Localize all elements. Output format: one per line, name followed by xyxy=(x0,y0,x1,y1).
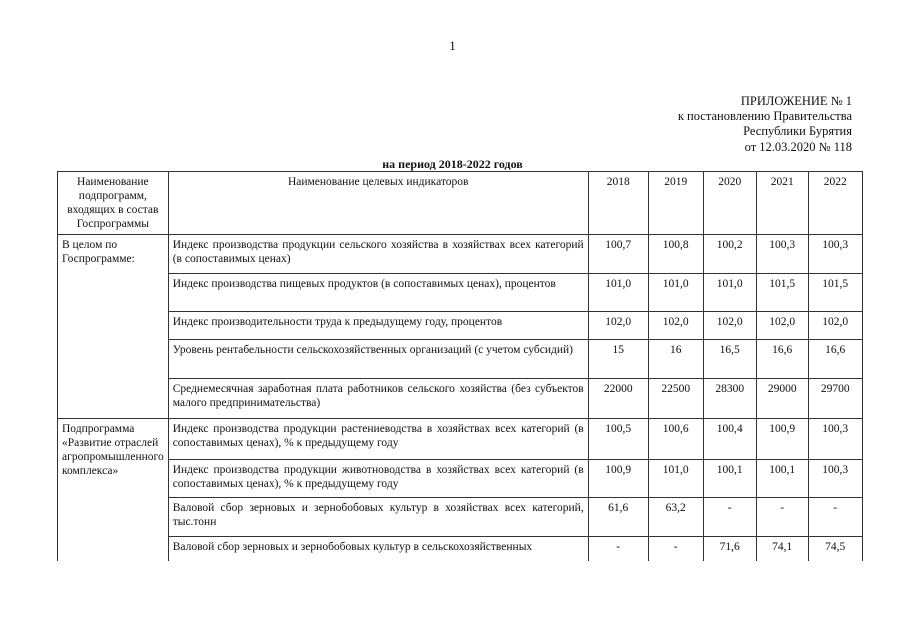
table-row xyxy=(58,312,863,340)
value-2022: 29700 xyxy=(808,379,862,419)
table-row xyxy=(58,340,863,379)
value-2018: 15 xyxy=(588,340,648,379)
table-row xyxy=(58,379,863,419)
value-2022: 74,5 xyxy=(808,537,862,561)
value-2021: 101,5 xyxy=(756,274,808,312)
value-2019: 100,8 xyxy=(648,235,703,274)
appendix-line-date: от 12.03.2020 № 118 xyxy=(744,139,852,154)
value-2019: 102,0 xyxy=(648,312,703,340)
value-2019: - xyxy=(648,537,703,561)
header-year-2020: 2020 xyxy=(703,172,756,235)
value-2020: 100,4 xyxy=(703,419,756,460)
value-2020: 101,0 xyxy=(703,274,756,312)
header-year-2019: 2019 xyxy=(648,172,703,235)
indicator-name: Индекс производства пищевых продуктов (в сопоставимых ценах), процентов xyxy=(168,274,588,312)
table-row xyxy=(58,460,863,498)
indicator-name: Валовой сбор зерновых и зернобобовых культур в хозяйствах всех категорий, тыс.тонн xyxy=(168,498,588,537)
header-year-2022: 2022 xyxy=(808,172,862,235)
indicators-table xyxy=(57,171,863,561)
header-year-2018: 2018 xyxy=(588,172,648,235)
value-2018: 100,5 xyxy=(588,419,648,460)
appendix-title: ПРИЛОЖЕНИЕ № 1 xyxy=(740,94,852,108)
header-indicator: Наименование целевых индикаторов xyxy=(168,172,588,235)
value-2020: 16,5 xyxy=(703,340,756,379)
value-2020: 100,1 xyxy=(703,460,756,498)
value-2018: 100,7 xyxy=(588,235,648,274)
table-row xyxy=(58,419,863,460)
value-2021: 100,3 xyxy=(756,235,808,274)
value-2019: 101,0 xyxy=(648,274,703,312)
table-row xyxy=(58,235,863,274)
group-name-state-program: В целом по Госпрограмме: xyxy=(58,235,169,419)
value-2021: 102,0 xyxy=(756,312,808,340)
value-2021: 100,1 xyxy=(756,460,808,498)
value-2022: 102,0 xyxy=(808,312,862,340)
appendix-header xyxy=(678,94,852,155)
indicator-name: Индекс производительности труда к предыдущему году, процентов xyxy=(168,312,588,340)
indicator-name: Уровень рентабельности сельскохозяйственных организаций (с учетом субсидий) xyxy=(168,340,588,379)
value-2019: 100,6 xyxy=(648,419,703,460)
indicator-name: Индекс производства продукции животноводства в хозяйствах всех категорий (в сопоставимых ценах), % к предыдущему году xyxy=(168,460,588,498)
table-row xyxy=(58,537,863,561)
value-2021: - xyxy=(756,498,808,537)
value-2020: 102,0 xyxy=(703,312,756,340)
value-2022: - xyxy=(808,498,862,537)
value-2019: 22500 xyxy=(648,379,703,419)
value-2021: 100,9 xyxy=(756,419,808,460)
value-2021: 74,1 xyxy=(756,537,808,561)
header-year-2021: 2021 xyxy=(756,172,808,235)
appendix-line-republic: Республики Бурятия xyxy=(743,124,852,139)
value-2021: 29000 xyxy=(756,379,808,419)
value-2020: 71,6 xyxy=(703,537,756,561)
value-2020: 100,2 xyxy=(703,235,756,274)
value-2022: 101,5 xyxy=(808,274,862,312)
appendix-line-decree: к постановлению Правительства xyxy=(677,109,852,124)
value-2020: - xyxy=(703,498,756,537)
value-2022: 100,3 xyxy=(808,235,862,274)
value-2019: 16 xyxy=(648,340,703,379)
indicator-name: Индекс производства продукции сельского хозяйства в хозяйствах всех категорий (в сопоставимых ценах) xyxy=(168,235,588,274)
value-2022: 100,3 xyxy=(808,419,862,460)
value-2018: 61,6 xyxy=(588,498,648,537)
group-name-subprogram: Подпрограмма «Развитие отраслей агропромышленного комплекса» xyxy=(58,419,169,561)
value-2022: 16,6 xyxy=(808,340,862,379)
value-2018: - xyxy=(588,537,648,561)
indicator-name: Индекс производства продукции растениеводства в хозяйствах всех категорий (в сопоставимых ценах), % к предыдущему году xyxy=(168,419,588,460)
value-2018: 102,0 xyxy=(588,312,648,340)
page-number: 1 xyxy=(449,38,456,53)
value-2021: 16,6 xyxy=(756,340,808,379)
indicator-name: Валовой сбор зерновых и зернобобовых культур в сельскохозяйственных xyxy=(168,537,588,561)
table-row xyxy=(58,498,863,537)
indicator-name: Среднемесячная заработная плата работников сельского хозяйства (без субъектов малого предпринимательства) xyxy=(168,379,588,419)
value-2019: 101,0 xyxy=(648,460,703,498)
period-title: на период 2018-2022 годов xyxy=(382,157,523,171)
table-header-row xyxy=(58,172,863,235)
value-2018: 100,9 xyxy=(588,460,648,498)
value-2019: 63,2 xyxy=(648,498,703,537)
header-subprogram: Наименование подпрограмм, входящих в состав Госпрограммы xyxy=(58,172,169,235)
value-2018: 101,0 xyxy=(588,274,648,312)
value-2020: 28300 xyxy=(703,379,756,419)
value-2018: 22000 xyxy=(588,379,648,419)
value-2022: 100,3 xyxy=(808,460,862,498)
table-row xyxy=(58,274,863,312)
